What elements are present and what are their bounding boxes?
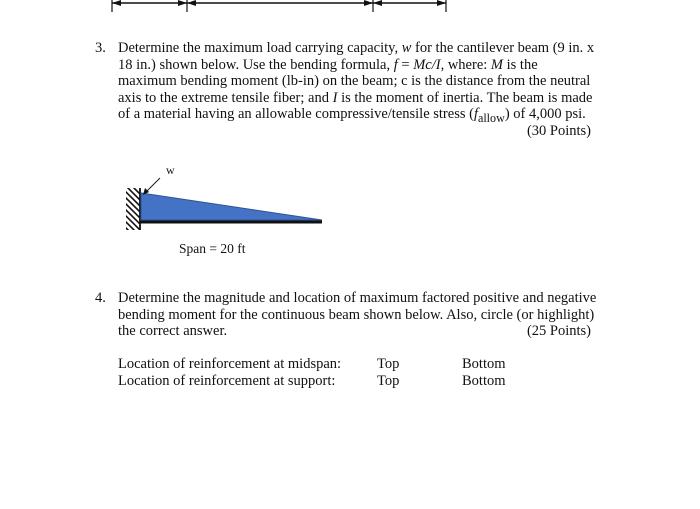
q3-number: 3. [95,40,106,56]
span-label: Span = 20 ft [179,241,246,256]
q3-line: of a material having an allowable compressive/tensile stress $(f_{allow})$ of 4,000 psi. [118,106,586,126]
cantilever-beam-figure [118,160,338,240]
load-pointer [146,178,160,192]
q4-line: the correct answer. [118,323,228,340]
q3-line: axis to the extreme tensile fiber; and I is the moment of inertia. The beam is made [118,89,593,106]
support-option-bottom[interactable]: Bottom [462,373,506,389]
triangular-load [141,193,322,220]
top-dimension-line [0,0,700,30]
midspan-row-label: Location of reinforcement at midspan: [118,356,342,372]
q4-line: bending moment for the continuous beam shown below. Also, circle (or highlight) [118,306,595,323]
midspan-option-bottom[interactable]: Bottom [462,356,506,372]
midspan-option-top[interactable]: Top [377,356,400,372]
q4-line: Determine the magnitude and location of maximum factored positive and negative [118,290,597,306]
support-option-top[interactable]: Top [377,373,400,389]
q4-statement [118,290,596,340]
support-row-label: Location of reinforcement at support: [118,373,336,389]
load-label-w: w [166,163,175,177]
q3-points: (30 Points) [526,123,591,139]
q3-line: Determine the maximum load carrying capacity, w for the cantilever beam (9 in. x [118,40,595,56]
q4-points: (25 Points) [526,323,591,339]
q3-statement [118,40,594,127]
q4-number: 4. [95,290,106,306]
q3-line: maximum bending moment (lb-in) on the beam; c is the distance from the neutral [118,73,591,90]
q3-line: 18 in.) shown below. Use the bending formula, f = Mc/I, where: M is the [118,56,538,73]
